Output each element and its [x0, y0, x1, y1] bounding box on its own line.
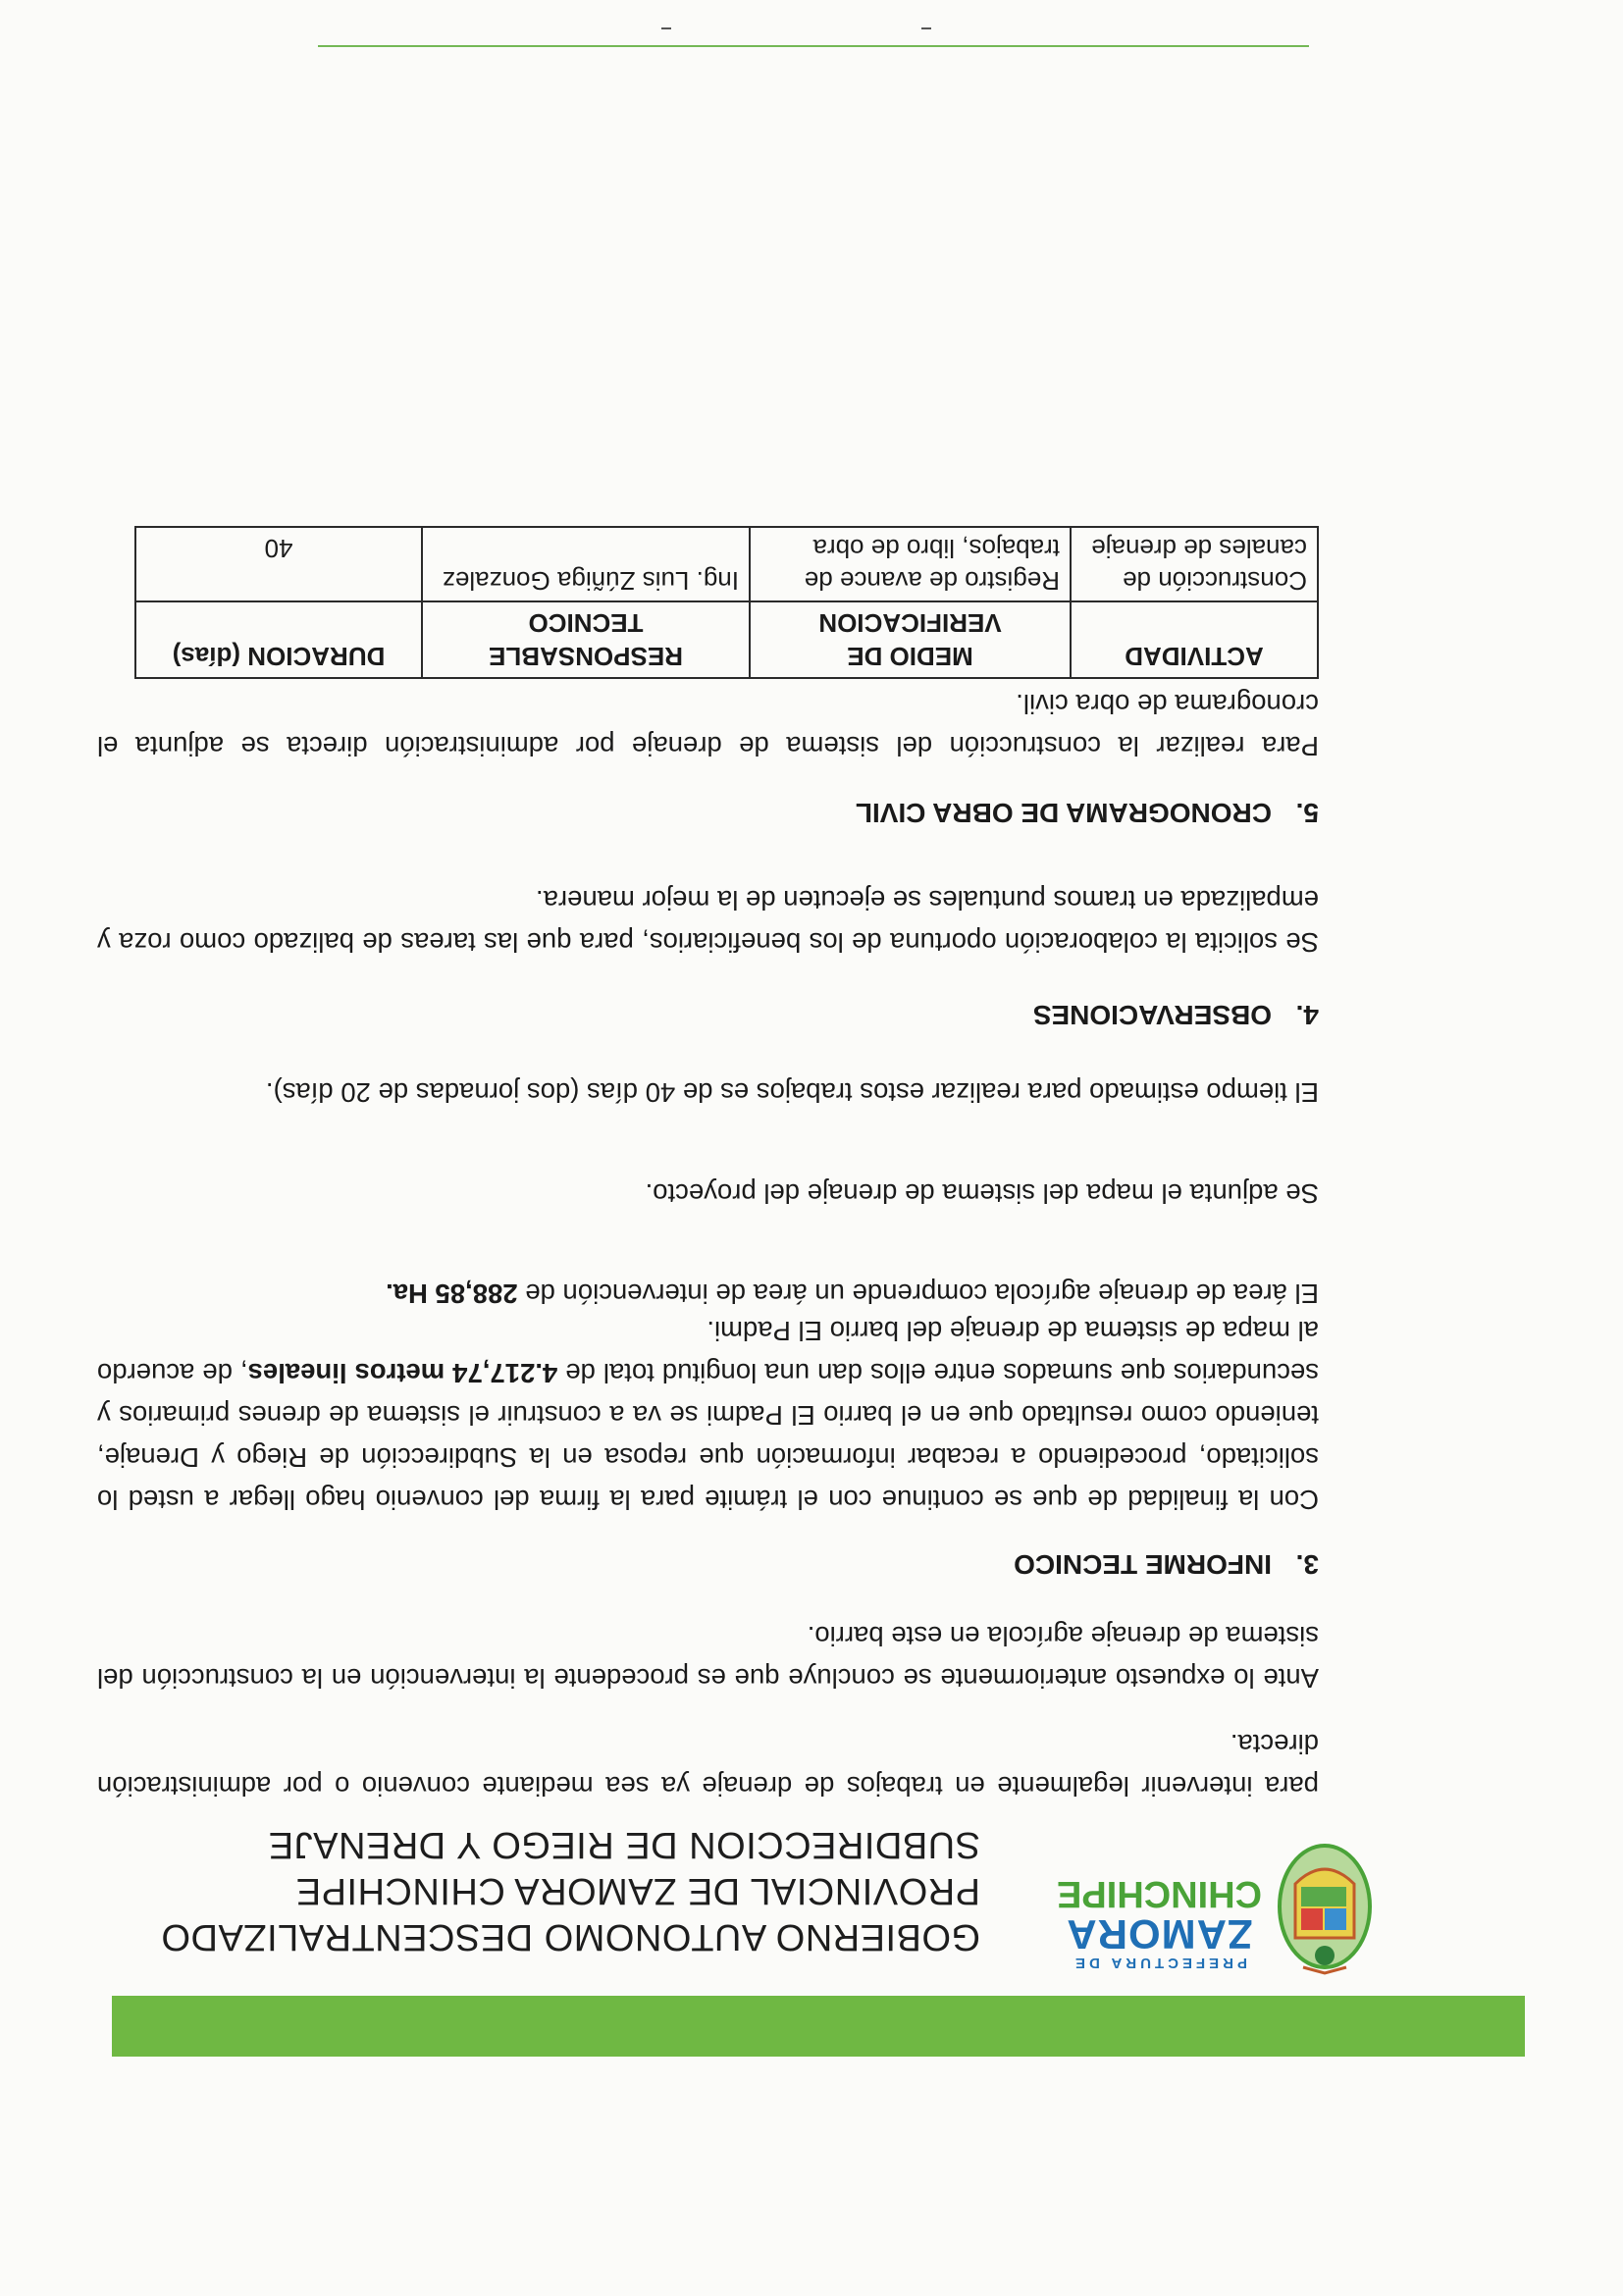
- section-5-title: CRONOGRAMA DE OBRA CIVIL: [855, 798, 1272, 828]
- logo-prefectura-text: PREFECTURA DE: [1072, 1955, 1247, 1971]
- section-3-p2-text: El área de drenaje agrícola comprende un área de intervención de: [517, 1278, 1319, 1309]
- schedule-table: [134, 526, 1319, 679]
- prefectura-logo: [1042, 1830, 1376, 1977]
- section-5-paragraph-1: Para realizar la construcción del sistema de drenaje por administración directa se adjunta el cronograma de obra civil.: [97, 689, 1319, 761]
- section-4-heading: [1033, 999, 1319, 1030]
- footer-mark: [661, 27, 671, 29]
- section-3-p2-area: 288,85 Ha.: [386, 1278, 518, 1309]
- section-3-paragraph-4: El tiempo estimado para realizar estos trabajos es de 40 días (dos jornadas de 20 días).: [265, 1077, 1319, 1108]
- section-3-number: 3.: [1295, 1549, 1319, 1580]
- section-3-title: INFORME TECNICO: [1014, 1549, 1272, 1580]
- logo-chinchipe-text: CHINCHIPE: [1056, 1873, 1263, 1914]
- table-header-cell: MEDIO DE VERIFICACION: [750, 601, 1071, 678]
- footer-rule: [318, 45, 1309, 47]
- intro-paragraph-2: Ante lo expuesto anteriormente se concluye que es procedente la intervención en la construcción del sistema de drenaje agrícola en este barrio.: [97, 1621, 1319, 1694]
- table-header-row: [135, 601, 1318, 678]
- section-3-p1-length: 4.217,74 metros lineales: [247, 1358, 558, 1388]
- header-green-bar: [112, 1996, 1525, 2057]
- section-3-paragraph-1: [97, 1310, 1319, 1521]
- table-cell: Construcción de canales de drenaje: [1071, 527, 1318, 601]
- section-3-paragraph-3: Se adjunta el mapa del sistema de drenaje del proyecto.: [645, 1178, 1319, 1209]
- table-header-cell: ACTIVIDAD: [1071, 601, 1318, 678]
- table-header-cell: RESPONSABLE TECNICO: [422, 601, 750, 678]
- table-row: [135, 527, 1318, 601]
- institution-header: [160, 1821, 980, 1959]
- table-cell: Registro de avance de trabajos, libro de obra: [750, 527, 1071, 601]
- section-4-title: OBSERVACIONES: [1032, 1000, 1272, 1030]
- section-5-heading: [856, 797, 1319, 828]
- section-3-p1-end: , de acuerdo al mapa de sistema de drenaje del barrio El Padmi.: [97, 1316, 1319, 1388]
- section-3-paragraph-2: [97, 1273, 1319, 1315]
- table-cell: 40: [135, 527, 422, 601]
- header-line-1: GOBIERNO AUTONOMO DESCENTRALIZADO: [160, 1916, 980, 1957]
- section-5-number: 5.: [1295, 798, 1319, 828]
- header-line-3: SUBDIRECCION DE RIEGO Y DRENAJE: [268, 1824, 980, 1865]
- logo-zamora-text: ZAMORA: [1066, 1911, 1253, 1957]
- header-line-2: PROVINCIAL DE ZAMORA CHINCHIPE: [295, 1870, 980, 1911]
- intro-paragraph-1: para intervenir legalmente en trabajos de drenaje ya sea mediante convenio o por administración directa.: [97, 1729, 1319, 1801]
- table-cell: Ing. Luis Zúñiga Gonzalez: [422, 527, 750, 601]
- section-3-p1-text: Con la finalidad de que se continue con el trámite para la firma del convenio hago llegar a usted lo solicitado, procediendo a recabar información que reposa en la Subdirección de Riego y Drenaje, teniendo como resultado que en el barrio El Padmi se va a construir el sistema de drenes primarios y secundarios que sumados entre ellos dan una longitud total de: [97, 1358, 1319, 1515]
- footer-mark: [921, 27, 931, 29]
- section-4-number: 4.: [1295, 1000, 1319, 1030]
- section-4-paragraph-1: Se solicita la colaboración oportuna de los beneficiarios, para que las tareas de balizado como roza y empalizada en tramos puntuales se ejecuten de la mejor manera.: [97, 885, 1319, 958]
- table-header-cell: DURACION (días): [135, 601, 422, 678]
- section-3-heading: [1014, 1548, 1319, 1580]
